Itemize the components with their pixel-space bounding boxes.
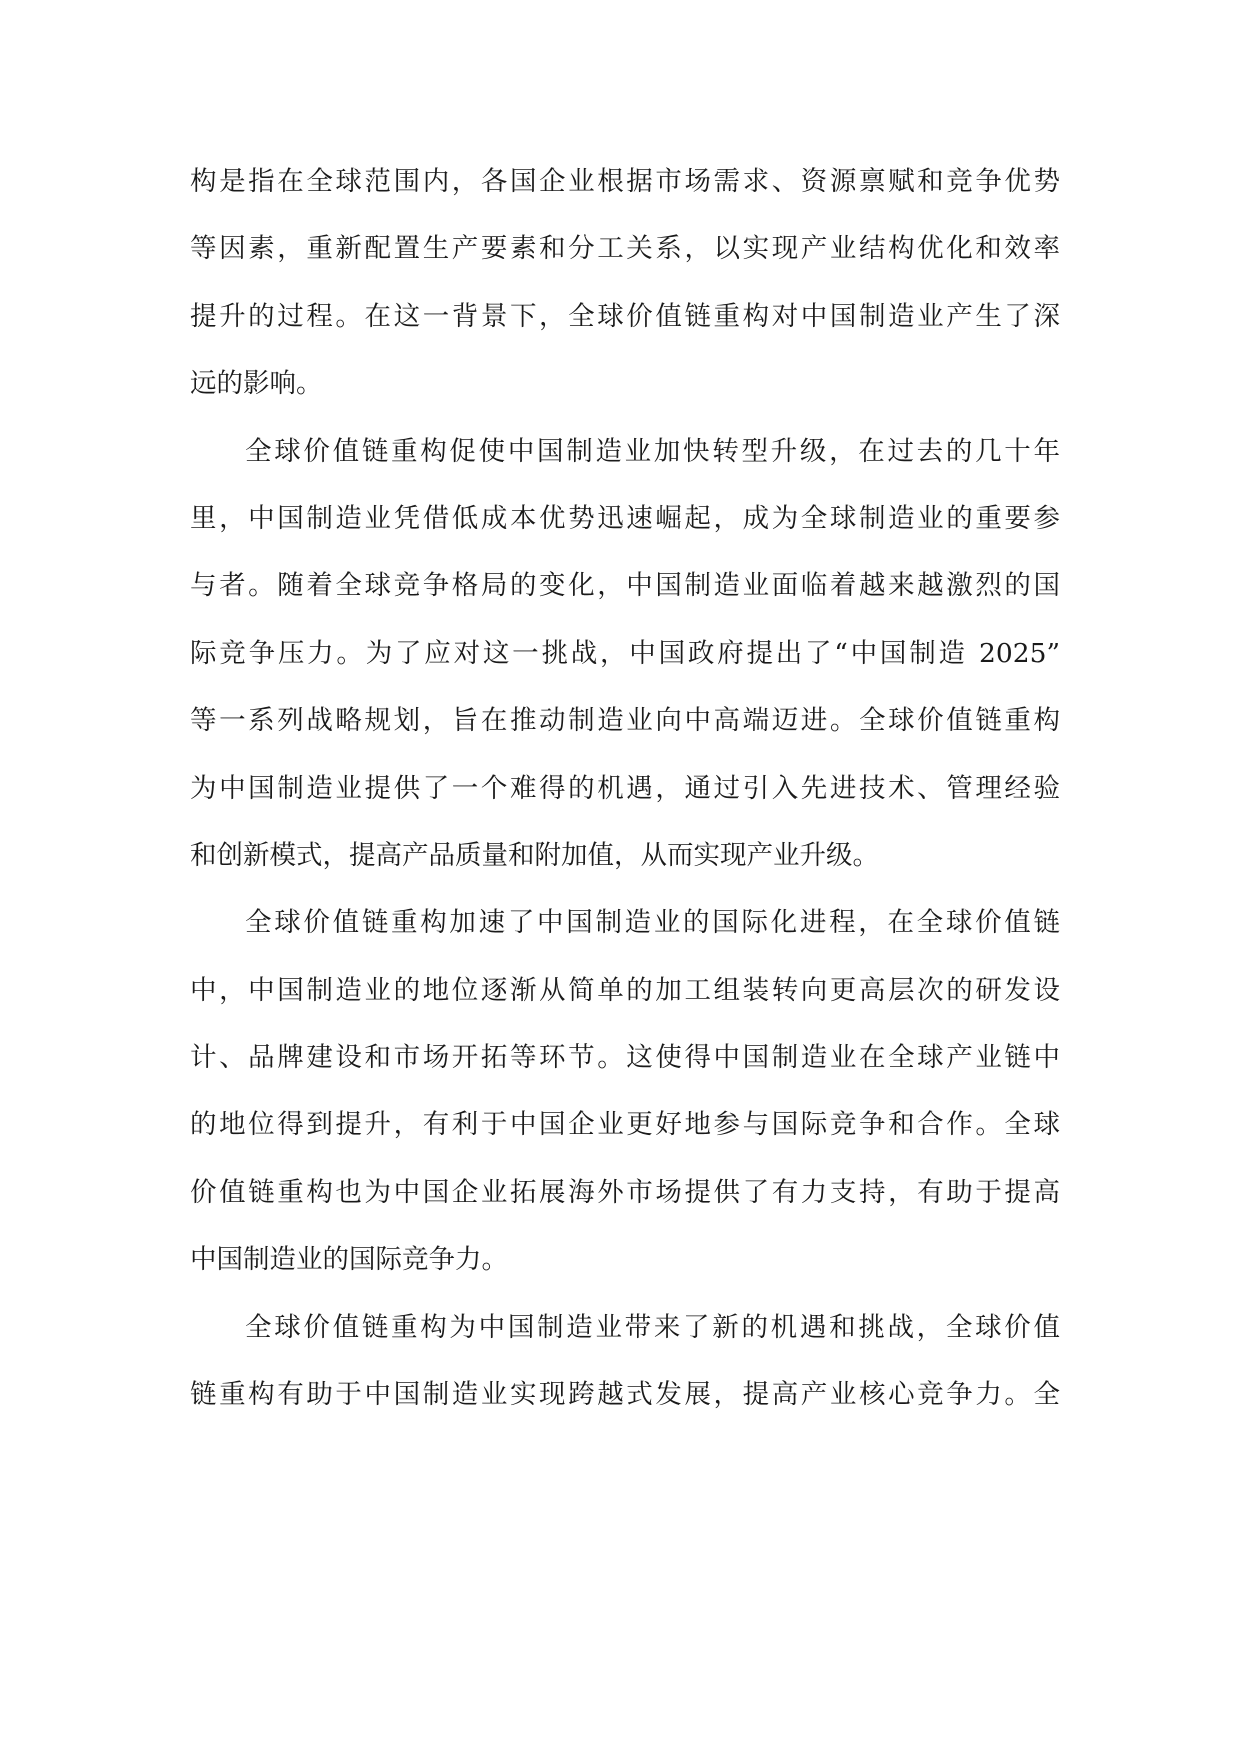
text-line: 为中国制造业提供了一个难得的机遇，通过引入先进技术、管理经验 — [190, 772, 1060, 804]
text-line: 提升的过程。在这一背景下，全球价值链重构对中国制造业产生了深 — [190, 300, 1060, 332]
text-line: 的地位得到提升，有利于中国企业更好地参与国际竞争和合作。全球 — [190, 1109, 1060, 1141]
text-line: 际竞争压力。为了应对这一挑战，中国政府提出了“中国制造 2025” — [190, 637, 1060, 669]
paragraph-2 — [190, 418, 1060, 890]
text-line: 与者。随着全球竞争格局的变化，中国制造业面临着越来越激烈的国 — [190, 570, 1060, 602]
document-body — [190, 148, 1060, 1428]
text-line: 全球价值链重构加速了中国制造业的国际化进程，在全球价值链 — [245, 907, 1060, 939]
paragraph-4 — [190, 1294, 1060, 1429]
text-line: 构是指在全球范围内，各国企业根据市场需求、资源禀赋和竞争优势 — [190, 166, 1060, 197]
text-line: 远的影响。 — [190, 368, 323, 400]
text-line: 计、品牌建设和市场开拓等环节。这使得中国制造业在全球产业链中 — [190, 1042, 1060, 1074]
text-line: 等一系列战略规划，旨在推动制造业向中高端迈进。全球价值链重构 — [190, 705, 1060, 737]
text-line: 全球价值链重构促使中国制造业加快转型升级，在过去的几十年 — [245, 435, 1060, 467]
paragraph-3 — [190, 889, 1060, 1293]
text-line: 链重构有助于中国制造业实现跨越式发展，提高产业核心竞争力。全 — [190, 1379, 1060, 1411]
paragraph-1 — [190, 148, 1060, 418]
text-line: 中，中国制造业的地位逐渐从简单的加工组装转向更高层次的研发设 — [190, 974, 1060, 1006]
text-line: 等因素，重新配置生产要素和分工关系，以实现产业结构优化和效率 — [190, 233, 1060, 265]
text-line: 里，中国制造业凭借低成本优势迅速崛起，成为全球制造业的重要参 — [190, 502, 1060, 534]
text-line: 价值链重构也为中国企业拓展海外市场提供了有力支持，有助于提高 — [190, 1176, 1060, 1208]
text-line: 中国制造业的国际竞争力。 — [190, 1244, 508, 1276]
text-line: 和创新模式，提高产品质量和附加值，从而实现产业升级。 — [190, 839, 879, 871]
text-line: 全球价值链重构为中国制造业带来了新的机遇和挑战，全球价值 — [245, 1311, 1060, 1343]
